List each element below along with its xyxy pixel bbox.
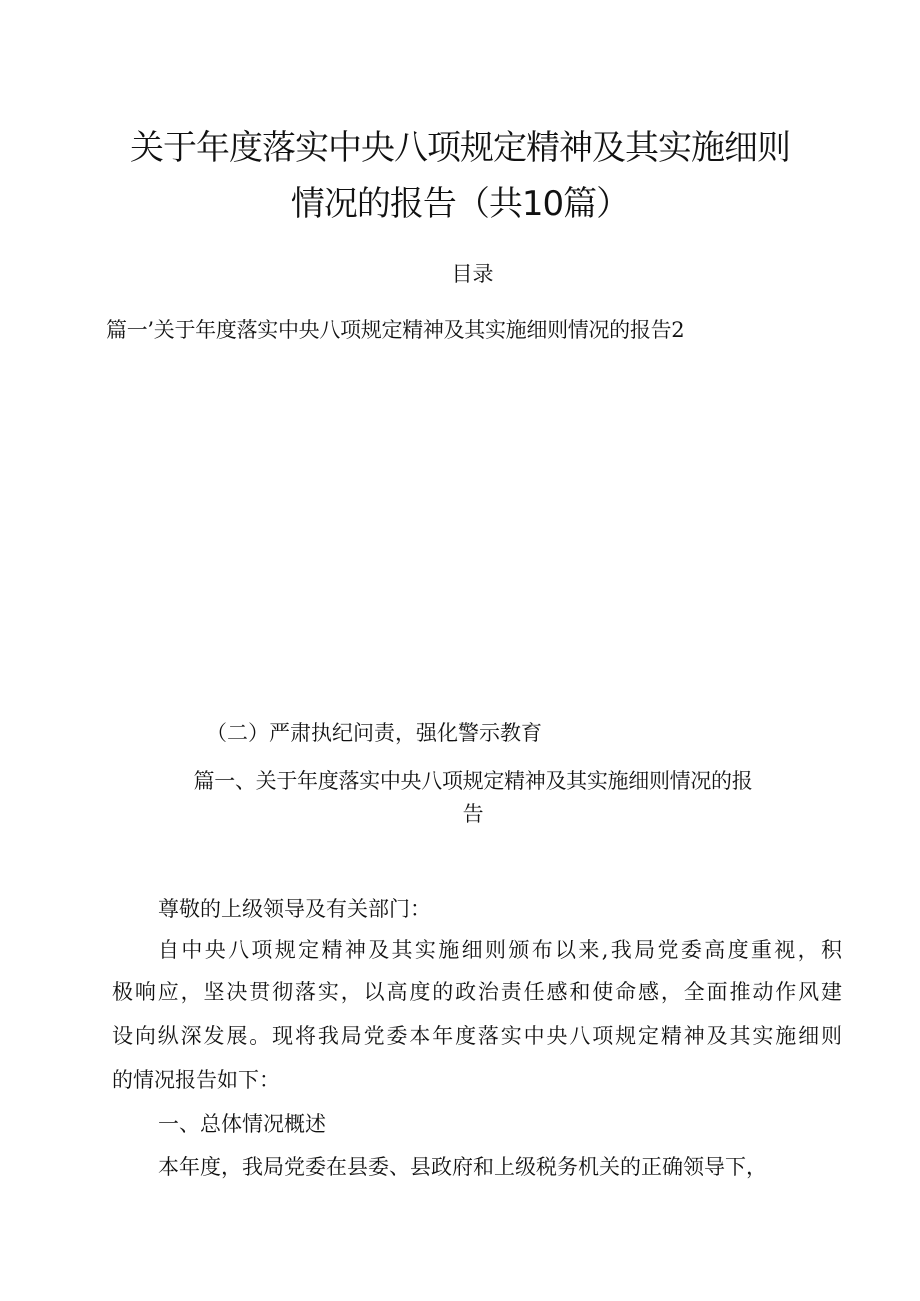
greeting: 尊敬的上级领导及有关部门： <box>158 897 431 921</box>
paragraph-line: 自中央八项规定精神及其实施细则颁布以来,我局党委高度重视，积 <box>158 938 842 962</box>
section-heading-1: 一、总体情况概述 <box>158 1112 326 1136</box>
subheading: （二）严肃执纪问责，强化警示教育 <box>206 721 542 745</box>
toc-item[interactable]: 篇一’关于年度落实中央八项规定精神及其实施细则情况的报告2 <box>106 318 685 342</box>
section-title-line-1: 篇一、关于年度落实中央八项规定精神及其实施细则情况的报 <box>193 769 753 793</box>
section-title-line-2: 告 <box>462 802 484 826</box>
paragraph-line: 设向纵深发展。现将我局党委本年度落实中央八项规定精神及其实施细则 <box>112 1024 842 1048</box>
paragraph-line: 本年度，我局党委在县委、县政府和上级税务机关的正确领导下， <box>158 1155 767 1179</box>
document-title-line-1: 关于年度落实中央八项规定精神及其实施细则 <box>130 128 790 168</box>
paragraph-line: 的情况报告如下： <box>112 1068 280 1092</box>
document-title-line-2: 情况的报告（共10篇） <box>290 184 630 224</box>
paragraph-line: 极响应，坚决贯彻落实，以高度的政治责任感和使命感，全面推动作风建 <box>112 980 842 1004</box>
toc-heading: 目录 <box>451 262 494 286</box>
